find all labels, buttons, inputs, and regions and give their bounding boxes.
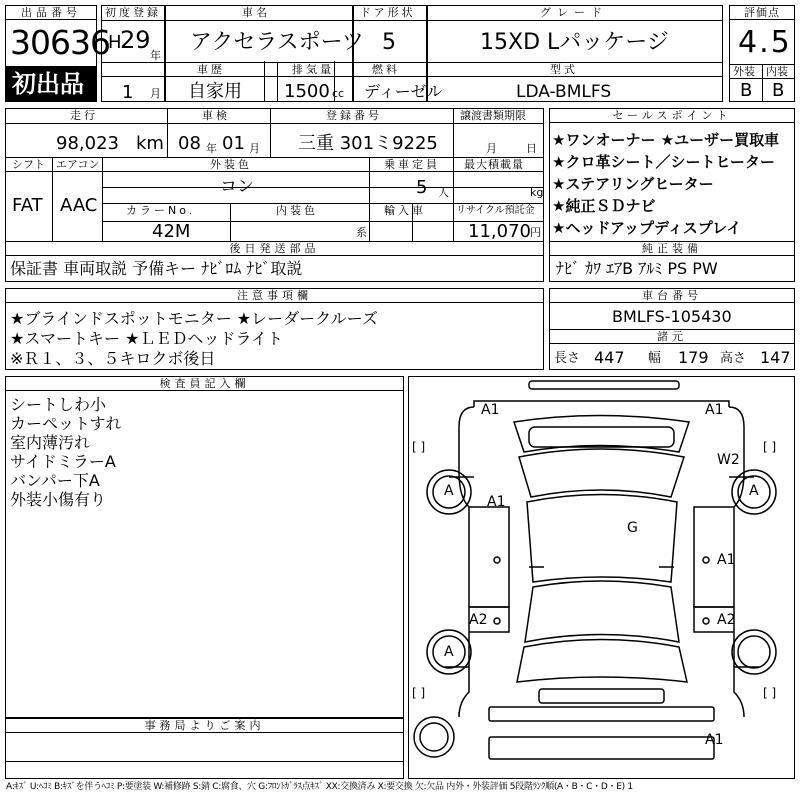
bracket-right-top: [ ]: [763, 440, 777, 454]
plate-number: 三重 301ミ9225: [298, 133, 438, 154]
car-outline-diagram: [409, 377, 794, 778]
chassis-number: BMLFS-105430: [612, 307, 732, 326]
reg-era: H: [108, 32, 122, 53]
max-load-unit: kg: [530, 186, 544, 199]
inspector-box: [5, 376, 404, 718]
shift-label: シフト: [12, 158, 45, 171]
header-grid: [101, 5, 723, 102]
interior-label: 内装: [766, 65, 788, 78]
inspection-month-unit: 月: [249, 142, 260, 155]
chassis-box: [549, 288, 795, 330]
notes-label: 注意事項欄: [6, 289, 543, 303]
notes-box: [5, 288, 544, 370]
capacity: 5: [416, 177, 428, 198]
lot-number-label: 出品番号: [6, 6, 96, 20]
first-registration-label: 初度登録: [105, 6, 161, 19]
width: 179: [678, 348, 709, 367]
width-label: 幅: [648, 351, 662, 366]
grade-label: グレード: [540, 6, 608, 19]
ac: AAC: [60, 195, 98, 216]
standard-equipment-label: 純正装備: [550, 242, 794, 256]
office-notice-label: 事務局よりご案内: [6, 719, 403, 733]
damage-diagram: [408, 376, 795, 779]
history: 自家用: [188, 81, 242, 102]
grade: 15XD Lパッケージ: [480, 30, 669, 55]
mark-a-left-front-wheel: A: [444, 483, 454, 499]
interior-color-unit: 系: [356, 226, 367, 239]
ac-label: エアコン: [56, 158, 100, 171]
sales-point-item: ★ステアリングヒーター: [552, 175, 714, 193]
sales-points-label: セールスポイント: [550, 109, 794, 123]
office-notice-box: [5, 718, 404, 779]
height-label: 高さ: [720, 351, 747, 366]
mileage: 98,023: [56, 133, 119, 154]
height: 147: [760, 348, 791, 367]
inspector-item: 室内薄汚れ: [10, 433, 91, 452]
score-label: 評価点: [730, 6, 794, 20]
mileage-unit: km: [136, 133, 164, 154]
inspection-year-unit: 年: [206, 142, 217, 155]
note-item: ★ブラインドスポットモニター ★レーダークルーズ: [10, 309, 378, 328]
sales-point-item: ★クロ革シート／シートヒーター: [552, 153, 775, 171]
mark-a-right-front-wheel: A: [749, 483, 759, 499]
bracket-left-top: [ ]: [412, 440, 426, 454]
mark-a1-right: A1: [717, 552, 736, 568]
dimensions-label: 諸元: [550, 330, 794, 344]
mark-a1-top-left: A1: [481, 402, 500, 418]
inspection-month: 01: [222, 133, 245, 154]
bracket-left-bottom: [ ]: [412, 686, 426, 700]
recycle-unit: 円: [530, 226, 541, 239]
note-item: ※Ｒ１、３、５キロクボ後日: [10, 349, 216, 368]
exterior-color: コン: [220, 177, 254, 197]
history-label: 車歴: [197, 63, 225, 76]
first-listing-badge: [5, 66, 97, 102]
transfer-label: 譲渡書類期限: [460, 109, 526, 122]
fuel: ディーゼル: [364, 82, 443, 101]
exterior-label: 外装: [733, 65, 755, 78]
mark-a2-right: A2: [717, 612, 736, 628]
sales-point-item: ★純正ＳＤナビ: [552, 197, 656, 215]
inspector-item: カーペットすれ: [10, 414, 122, 433]
interior-grade: B: [772, 80, 785, 101]
capacity-label: 乗車定員: [384, 158, 440, 171]
color-label: 外装色: [210, 158, 252, 171]
color-number: 42M: [152, 221, 191, 242]
mark-a1-bottom: A1: [705, 732, 724, 748]
capacity-unit: 人: [438, 186, 449, 199]
exterior-grade: B: [740, 80, 753, 101]
plate-label: 登録番号: [326, 109, 382, 122]
model-label: 型式: [550, 63, 578, 76]
transfer-month: 月: [486, 142, 497, 155]
displacement: 1500: [284, 81, 330, 102]
color-number-label: カラーNo.: [126, 204, 196, 217]
first-listing-text: 初出品: [12, 70, 84, 98]
inspector-item: サイドミラーA: [10, 452, 116, 471]
door-label: ドア形状: [360, 6, 416, 19]
import-label: 輸入車: [384, 204, 426, 217]
displacement-unit: cc: [332, 87, 345, 100]
mark-w2: W2: [717, 452, 740, 468]
max-load-label: 最大積載量: [464, 158, 524, 171]
reg-year-unit: 年: [150, 49, 161, 62]
displacement-label: 排気量: [292, 63, 334, 76]
sales-point-item: ★ワンオーナー ★ユーザー買取車: [552, 131, 780, 149]
inspector-item: シートしわ小: [10, 395, 107, 414]
inspection-label: 車検: [202, 109, 230, 122]
car-name: アクセラスポーツ: [190, 30, 364, 55]
length: 447: [594, 348, 625, 367]
reg-year: 29: [120, 26, 151, 54]
standard-equipment: ﾅﾋﾞ ｶﾜ ｴｱB ｱﾙﾐ PS PW: [556, 259, 718, 278]
note-item: ★スマートキー ★ＬＥＤヘッドライト: [10, 329, 283, 348]
lot-number-box: [5, 5, 110, 67]
reg-month-unit: 月: [150, 87, 161, 100]
inspector-item: バンパー下A: [10, 471, 100, 490]
standard-equipment-box: [549, 241, 795, 282]
car-name-label: 車名: [242, 6, 270, 19]
sales-point-item: ★ヘッドアップディスプレイ: [552, 219, 742, 237]
recycle-fee: 11,070: [468, 221, 531, 242]
later-parts: 保証書 車両取説 予備キー ﾅﾋﾞﾛﾑ ﾅﾋﾞ取説: [10, 259, 303, 278]
lot-number: 30636: [10, 23, 110, 62]
mileage-label: 走行: [70, 109, 98, 122]
inspector-label: 検査員記入欄: [6, 377, 403, 391]
vehicle-info-grid: [5, 108, 544, 242]
sales-points-box: [549, 108, 795, 242]
fuel-label: 燃料: [372, 63, 400, 76]
inspector-item: 外装小傷有り: [10, 490, 107, 509]
later-parts-box: [5, 241, 544, 282]
inspection-year: 08: [178, 133, 201, 154]
shift: FAT: [12, 195, 43, 216]
reg-month: 1: [122, 82, 134, 103]
bracket-right-bottom: [ ]: [763, 686, 777, 700]
door-count: 5: [382, 30, 396, 55]
interior-color-label: 内装色: [276, 204, 318, 217]
transfer-day: 日: [526, 142, 537, 155]
mark-g: G: [627, 520, 638, 536]
mark-a1-left: A1: [487, 494, 506, 510]
score-box: [729, 5, 795, 102]
mark-a-left-rear-wheel: A: [444, 644, 454, 660]
length-label: 長さ: [554, 351, 581, 366]
model-code: LDA-BMLFS: [516, 82, 612, 102]
dimensions-box: [549, 329, 795, 370]
score: 4.5: [738, 25, 792, 60]
recycle-label: リサイクル預託金: [456, 205, 535, 216]
mark-a2-left: A2: [469, 612, 488, 628]
legend: A:ｷｽﾞ U:ﾍｺﾐ B:ｷｽﾞを伴うﾍｺﾐ P:要塗装 W:補修跡 S:錆 C:腐食、穴 G:ﾌﾛﾝﾄｶﾞﾗｽ点ｷｽﾞ XX:交換済み X:要交換 欠:欠品 内外・外装評価 5段階ﾗﾝｸ順(A・B・C・D・E) 1: [6, 782, 633, 792]
mark-a1-top-right: A1: [705, 402, 724, 418]
later-parts-label: 後日発送部品: [6, 242, 543, 256]
chassis-label: 車台番号: [550, 289, 794, 303]
